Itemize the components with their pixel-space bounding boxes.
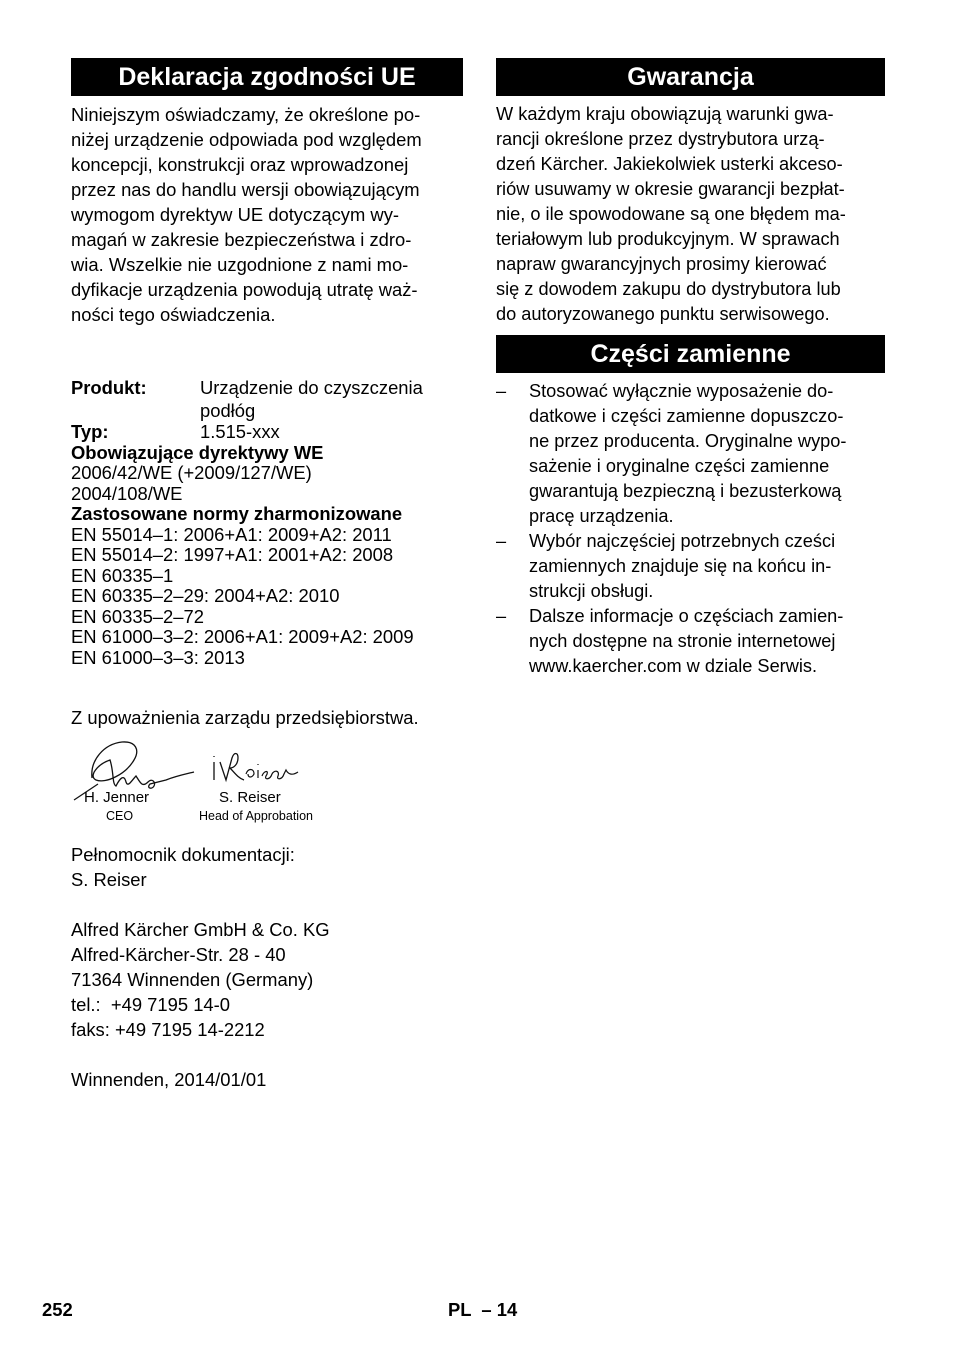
warranty-section — [496, 58, 885, 679]
list-item-line: Dalsze informacje o częściach zamien- — [529, 606, 844, 626]
list-item-line: pracę urządzenia. — [529, 506, 674, 526]
dash-bullet: – — [496, 381, 507, 401]
declaration-intro — [71, 102, 463, 327]
warranty-line: riów usuwamy w okresie gwarancji bezpłat- — [496, 179, 845, 199]
address-line: Alfred Kärcher GmbH & Co. KG — [71, 919, 330, 940]
product-row — [71, 375, 463, 400]
warranty-line: do autoryzowanego punktu serwisowego. — [496, 304, 830, 324]
warranty-text — [496, 102, 885, 327]
directives-heading: Obowiązujące dyrektywy WE — [71, 441, 324, 463]
intro-line: dyfikacje urządzenia powodują utratę waż- — [71, 279, 418, 300]
intro-line: koncepcji, konstrukcji oraz wprowadzonej — [71, 154, 409, 175]
list-item-line: gwarantują bezpieczną i bezusterkową — [529, 481, 842, 501]
product-value-cont: podłóg — [200, 400, 256, 421]
authorization-text: Z upoważnienia zarządu przedsiębiorstwa. — [71, 707, 419, 728]
list-item-line: Stosować wyłącznie wyposażenie do- — [529, 381, 834, 401]
declaration-heading: Deklaracja zgodności UE — [71, 58, 463, 96]
list-item-line: zamiennych znajduje się na końcu in- — [529, 556, 832, 576]
list-item-line: datkowe i części zamienne dopuszczo- — [529, 406, 844, 426]
spare-parts-list — [496, 379, 885, 679]
product-value: Urządzenie do czyszczenia — [200, 377, 423, 398]
documentation-name: S. Reiser — [71, 869, 147, 890]
warranty-line: napraw gwarancyjnych prosimy kierować — [496, 254, 827, 274]
intro-line: Niniejszym oświadczamy, że określone po- — [71, 104, 421, 125]
warranty-heading: Gwarancja — [496, 58, 885, 96]
dash-bullet: – — [496, 531, 507, 551]
standard-item: EN 60335–1 — [71, 564, 174, 586]
product-row-cont — [71, 400, 463, 422]
standard-item: EN 61000–3–3: 2013 — [71, 646, 245, 668]
list-item — [496, 604, 885, 679]
signature-role-jenner: CEO — [106, 809, 134, 823]
intro-line: przez nas do handlu wersji obowiązującym — [71, 179, 420, 200]
list-item — [496, 379, 885, 529]
standard-item: EN 60335–2–29: 2004+A2: 2010 — [71, 585, 340, 606]
place-date: Winnenden, 2014/01/01 — [71, 1069, 267, 1090]
spare-parts-heading: Części zamienne — [496, 335, 885, 373]
signature-role-reiser: Head of Approbation — [199, 809, 313, 823]
standards-heading: Zastosowane normy zharmonizowane — [71, 503, 403, 524]
page-number: 252 — [42, 1299, 73, 1320]
list-item-line: ne przez producenta. Oryginalne wypo- — [529, 431, 847, 451]
list-item-line: sażenie i oryginalne części zamienne — [529, 456, 830, 476]
warranty-line: nie, o ile spowodowane są one błędem ma- — [496, 204, 846, 224]
signature-name-jenner: H. Jenner — [84, 789, 150, 806]
intro-line: ności tego oświadczenia. — [71, 304, 276, 325]
directive-item: 2004/108/WE — [71, 482, 183, 504]
intro-line: niżej urządzenie odpowiada pod względem — [71, 129, 422, 150]
directive-item: 2006/42/WE (+2009/127/WE) — [71, 462, 312, 483]
address-line: 71364 Winnenden (Germany) — [71, 969, 314, 990]
documentation-label: Pełnomocnik dokumentacji: — [71, 844, 295, 865]
product-specification — [71, 375, 463, 668]
list-item-line: strukcji obsługi. — [529, 581, 654, 601]
warranty-line: rancji określone przez dystrybutora urzą- — [496, 129, 825, 149]
intro-line: wymogom dyrektyw UE dotyczącym wy- — [71, 204, 400, 225]
list-item-line: www.kaercher.com w dziale Serwis. — [529, 656, 818, 676]
intro-line: magań w zakresie bezpieczeństwa i zdro- — [71, 229, 412, 250]
list-item-line: Wybór najczęściej potrzebnych cześci — [529, 531, 836, 551]
warranty-line: dzeń Kärcher. Jakiekolwiek usterki akceso- — [496, 154, 843, 174]
declaration-section — [71, 58, 463, 327]
list-item-line: nych dostępne na stronie internetowej — [529, 631, 836, 651]
intro-line: wia. Wszelkie nie uzgodnione z nami mo- — [71, 254, 409, 275]
address-phone: tel.: +49 7195 14-0 — [71, 994, 230, 1015]
standard-item: EN 60335–2–72 — [71, 605, 204, 627]
language-page-indicator: PL – 14 — [448, 1299, 518, 1320]
type-value: 1.515-xxx — [200, 421, 280, 442]
dash-bullet: – — [496, 606, 507, 626]
list-item — [496, 529, 885, 604]
standard-item: EN 55014–1: 2006+A1: 2009+A2: 2011 — [71, 523, 392, 545]
warranty-line: się z dowodem zakupu do dystrybutora lub — [496, 279, 841, 299]
warranty-line: teriałowym lub produkcyjnym. W sprawach — [496, 229, 840, 249]
product-label: Produkt: — [71, 377, 147, 398]
standard-item: EN 61000–3–2: 2006+A1: 2009+A2: 2009 — [71, 626, 414, 647]
warranty-line: W każdym kraju obowiązują warunki gwa- — [496, 104, 834, 124]
standard-item: EN 55014–2: 1997+A1: 2001+A2: 2008 — [71, 544, 394, 565]
signature-name-reiser: S. Reiser — [219, 789, 281, 806]
type-row — [71, 422, 463, 443]
type-label: Typ: — [71, 421, 109, 442]
signature-reiser — [208, 748, 308, 788]
address-fax: faks: +49 7195 14-2212 — [71, 1019, 265, 1040]
address-line: Alfred-Kärcher-Str. 28 - 40 — [71, 944, 286, 965]
